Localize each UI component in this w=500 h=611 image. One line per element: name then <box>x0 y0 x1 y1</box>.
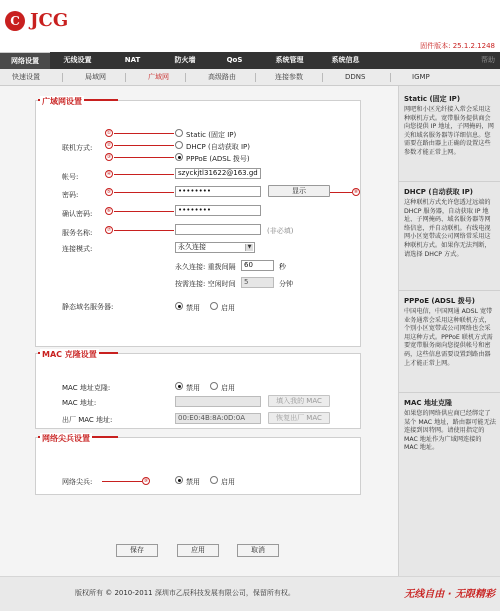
help-title-dhcp: DHCP (自动获取 IP) <box>404 188 473 196</box>
sub-nav <box>0 69 500 86</box>
connection-mode-value: 永久连接 <box>178 243 206 251</box>
help-text-static: 网吧和小区光纤接入常会采用这种联机方式。宽带服务提供商会向您提供 IP 地址，子网掩码，网关和域名服务器等详细信息。您需要在路由器上正确的设置这些参数才能正常上网。 <box>404 106 494 156</box>
logo <box>5 10 68 31</box>
wan-settings-panel <box>35 97 361 347</box>
redial-interval-input[interactable]: 60 <box>241 260 274 271</box>
marker-line <box>114 192 174 193</box>
marker-9: ⑨ <box>143 478 149 484</box>
help-sidebar <box>398 86 500 576</box>
marker-6: ⑥ <box>106 208 112 214</box>
logo-mark: C <box>5 11 25 31</box>
copyright: 版权所有 © 2010-2011 深圳市乙辰科技发展有限公司，保留所有权。 <box>75 589 295 597</box>
restore-factory-mac-button[interactable]: 恢复出厂 MAC <box>268 412 330 424</box>
redial-interval-label: 永久连接: 重拨间隔 <box>175 263 236 271</box>
marker-8: ⑧ <box>353 189 359 195</box>
network-sentinel-panel <box>35 434 361 495</box>
marker-line <box>330 192 352 193</box>
sentinel-enable-radio[interactable] <box>210 476 218 484</box>
marker-4: ④ <box>106 171 112 177</box>
apply-button[interactable]: 应用 <box>177 544 219 557</box>
help-title-mac: MAC 地址克隆 <box>404 399 452 407</box>
idle-time-input[interactable]: 5 <box>241 277 274 288</box>
nav-system-info[interactable]: 系统信息 <box>331 56 360 64</box>
dhcp-label: DHCP (自动获取 IP) <box>186 143 250 151</box>
connection-type-label: 联机方式: <box>62 144 93 152</box>
help-title-pppoe: PPPoE (ADSL 拨号) <box>404 297 475 305</box>
marker-line <box>114 145 174 146</box>
password-label: 密码: <box>62 191 79 199</box>
dns-enable-label: 启用 <box>221 304 235 312</box>
show-password-button[interactable]: 显示 <box>268 185 330 197</box>
confirm-password-input[interactable]: •••••••• <box>175 205 261 216</box>
idle-time-label: 按需连接: 空闲时间 <box>175 280 236 288</box>
mac-clone-panel <box>35 350 361 429</box>
subnav-separator <box>125 73 126 82</box>
chevron-down-icon: ▼ <box>245 244 253 251</box>
subnav-igmp[interactable]: IGMP <box>412 73 430 81</box>
connection-mode-label: 连接模式: <box>62 245 93 253</box>
help-title-static: Static (固定 IP) <box>404 95 461 103</box>
mac-clone-label: MAC 地址克隆: <box>62 384 111 392</box>
marker-line <box>114 133 174 134</box>
sidebar-divider <box>399 392 500 393</box>
static-dns-label: 静态域名服务器: <box>62 303 114 311</box>
mac-address-input[interactable] <box>175 396 261 407</box>
service-name-input[interactable] <box>175 224 261 235</box>
subnav-wan[interactable]: 广域网 <box>148 73 169 81</box>
service-name-label: 服务名称: <box>62 229 93 237</box>
sentinel-enable-label: 启用 <box>221 478 235 486</box>
dns-disable-radio[interactable] <box>175 302 183 310</box>
help-section-pppoe <box>404 296 496 368</box>
marker-1: ① <box>106 130 112 136</box>
cancel-button[interactable]: 取消 <box>237 544 279 557</box>
mac-clone-legend: MAC 克隆设置 <box>42 350 97 359</box>
nav-firewall[interactable]: 防火墙 <box>174 56 196 64</box>
pppoe-radio[interactable] <box>175 153 183 161</box>
subnav-separator <box>390 73 391 82</box>
main-content <box>0 86 398 576</box>
marker-7: ⑦ <box>106 227 112 233</box>
dhcp-radio[interactable] <box>175 141 183 149</box>
account-input[interactable]: szyckjtl31622@163.gd <box>175 168 261 179</box>
mac-address-label: MAC 地址: <box>62 399 97 407</box>
redial-unit: 秒 <box>279 263 286 271</box>
help-text-mac: 如果您的网络供应商已经绑定了某个 MAC 地址，路由器可能无法连接到因特网。请使用指定的 MAC 地址作为广域网连接的 MAC 地址。 <box>404 410 496 452</box>
account-label: 帐号: <box>62 173 79 181</box>
password-input[interactable]: •••••••• <box>175 186 261 197</box>
nav-network-settings[interactable]: 网络设置 <box>0 52 50 69</box>
help-text-dhcp: 这种联机方式允许您透过远端的 DHCP 服务器，自动获取 IP 地址、子网掩码、域名服务器等网络信息，并自动联机。有线电视网小区宽带或公司网络常采用这种联机方式。如果你无法判断，请选择 DHCP 方式。 <box>404 199 491 258</box>
help-section-dhcp <box>404 187 496 259</box>
idle-unit: 分钟 <box>279 280 293 288</box>
subnav-separator <box>185 73 186 82</box>
subnav-advanced-routing[interactable]: 高级路由 <box>208 73 236 81</box>
dns-disable-label: 禁用 <box>186 304 200 312</box>
marker-5: ⑤ <box>106 189 112 195</box>
marker-line <box>114 211 174 212</box>
subnav-connection-params[interactable]: 连接参数 <box>275 73 303 81</box>
marker-line <box>102 481 142 482</box>
service-name-hint: (非必填) <box>267 227 294 235</box>
help-section-mac <box>404 398 496 453</box>
mac-clone-enable-radio[interactable] <box>210 382 218 390</box>
marker-2: ② <box>106 142 112 148</box>
mac-clone-disable-label: 禁用 <box>186 384 200 392</box>
save-button[interactable]: 保存 <box>116 544 158 557</box>
network-sentinel-label: 网络尖兵: <box>62 478 93 486</box>
fill-my-mac-button[interactable]: 填入我的 MAC <box>268 395 330 407</box>
sidebar-divider <box>399 181 500 182</box>
marker-line <box>114 174 174 175</box>
nav-system-management[interactable]: 系统管理 <box>275 56 304 64</box>
subnav-separator <box>255 73 256 82</box>
header <box>0 0 500 52</box>
nav-wireless-settings[interactable]: 无线设置 <box>63 56 92 64</box>
firmware-version: 固件版本: 25.1.2.1248 <box>420 42 495 50</box>
nav-help[interactable]: 帮助 <box>481 56 495 64</box>
wan-settings-legend: 广域网设置 <box>42 97 82 106</box>
confirm-password-label: 确认密码: <box>62 210 93 218</box>
subnav-separator <box>322 73 323 82</box>
static-ip-radio[interactable] <box>175 129 183 137</box>
logo-text: JCG <box>30 10 69 31</box>
mac-clone-disable-radio[interactable] <box>175 382 183 390</box>
sidebar-divider <box>399 290 500 291</box>
network-sentinel-legend: 网络尖兵设置 <box>42 434 90 443</box>
factory-mac-input[interactable]: 00:E0:4B:8A:0D:0A <box>175 413 261 424</box>
marker-3: ③ <box>106 154 112 160</box>
dns-enable-radio[interactable] <box>210 302 218 310</box>
connection-mode-select[interactable] <box>175 242 255 253</box>
help-text-pppoe: 中国电信，中国网通 ADSL 宽带业务通常会采用这种联机方式，个别小区宽带或公司网络也会采用这种方式。PPPoE 联机方式需要宽带服务商向您提供帐号和密码，这些信息需要设置到路由器上才能正常上网。 <box>404 308 493 367</box>
footer <box>0 576 500 611</box>
slogan: 无线自由 · 无限精彩 <box>404 589 495 600</box>
nav-nat[interactable]: NAT <box>124 56 141 64</box>
static-ip-label: Static (固定 IP) <box>186 131 237 139</box>
pppoe-label: PPPoE (ADSL 拨号) <box>186 155 250 163</box>
subnav-ddns[interactable]: DDNS <box>345 73 366 81</box>
mac-clone-enable-label: 启用 <box>221 384 235 392</box>
sentinel-disable-radio[interactable] <box>175 476 183 484</box>
subnav-quick-setup[interactable]: 快速设置 <box>12 73 40 81</box>
sentinel-disable-label: 禁用 <box>186 478 200 486</box>
factory-mac-label: 出厂 MAC 地址: <box>62 416 113 424</box>
main-nav <box>0 52 500 69</box>
marker-line <box>114 157 174 158</box>
nav-qos[interactable]: QoS <box>226 56 243 64</box>
marker-line <box>114 230 174 231</box>
subnav-separator <box>62 73 63 82</box>
subnav-lan[interactable]: 局域网 <box>85 73 106 81</box>
help-section-static <box>404 94 496 158</box>
